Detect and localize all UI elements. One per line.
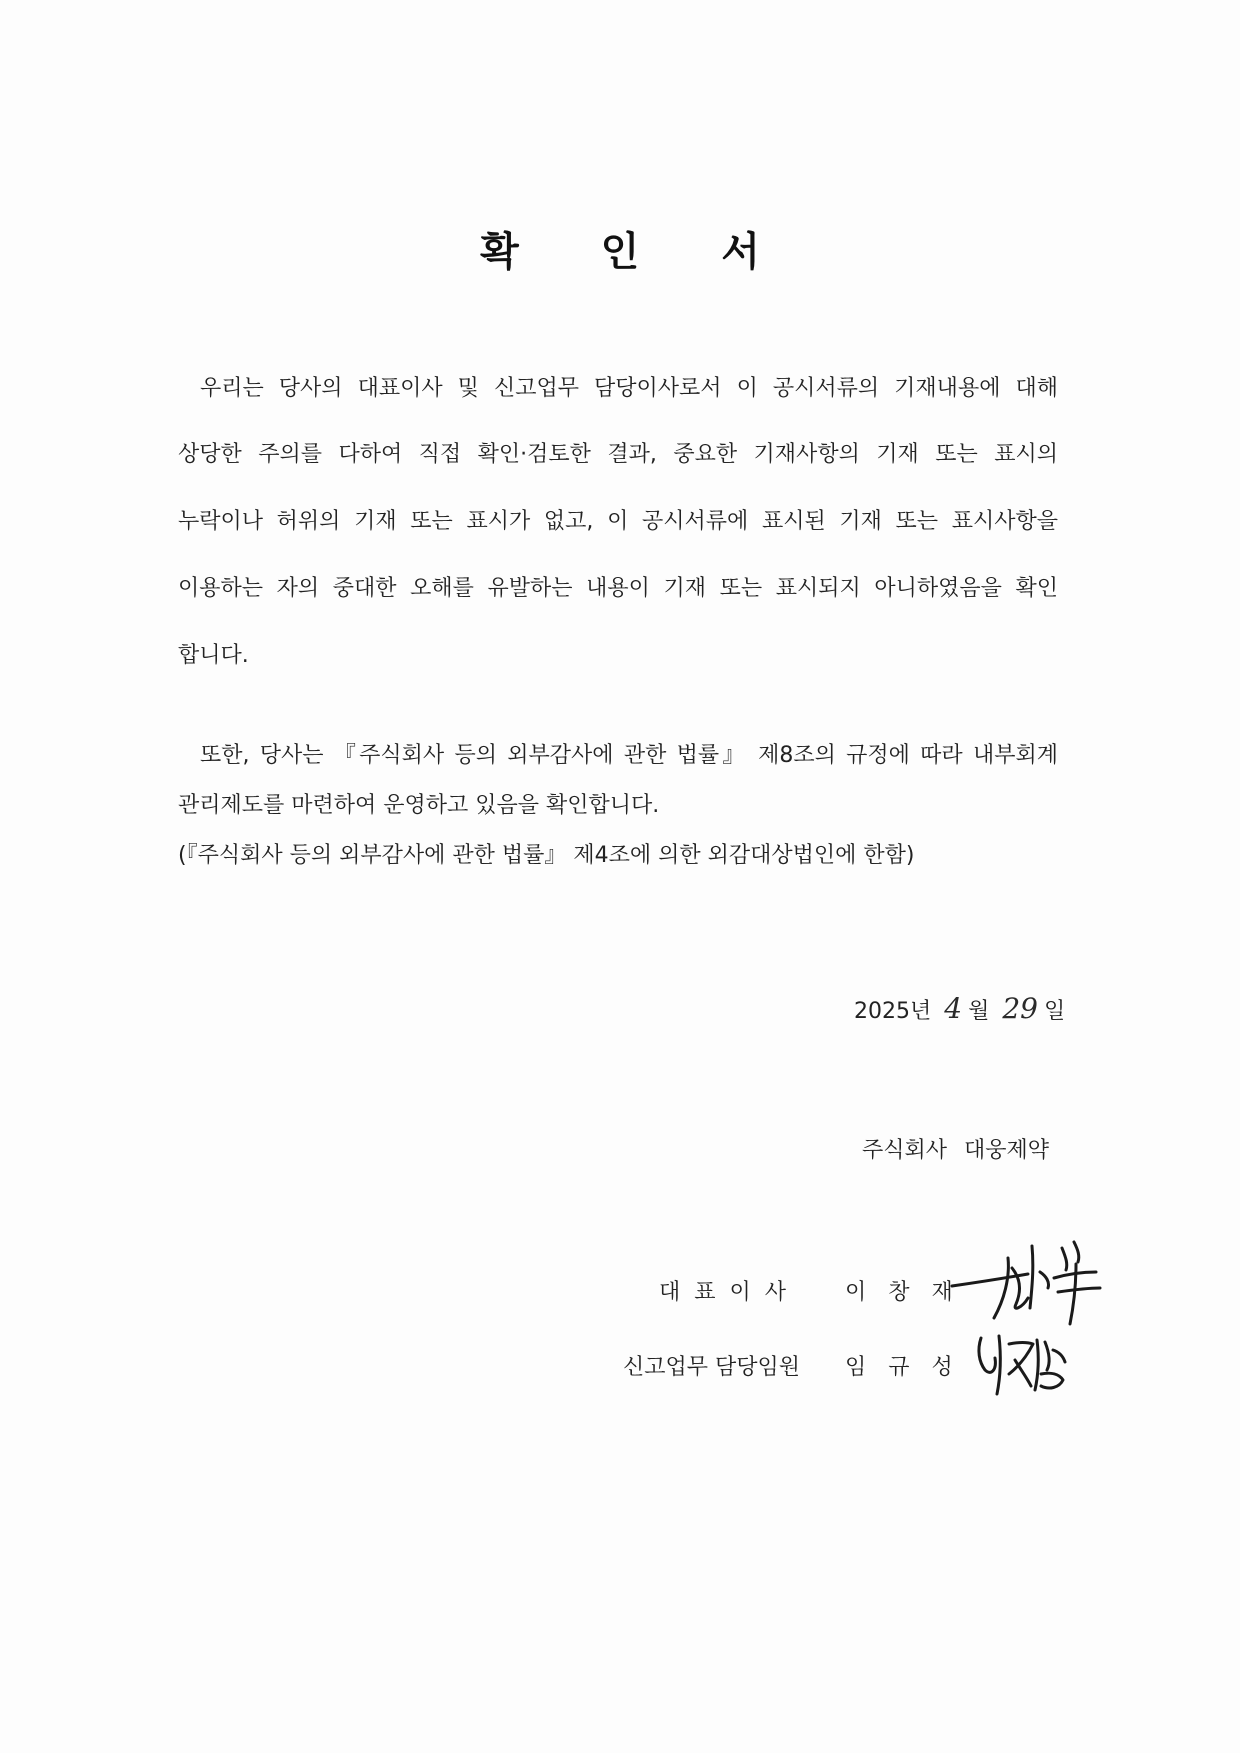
date-day-handwritten: 29 [1002, 992, 1038, 1025]
paragraph-note: (『주식회사 등의 외부감사에 관한 법률』 제4조에 의한 외감대상법인에 한함) [178, 843, 915, 868]
date-month-unit: 월 [968, 999, 990, 1024]
officer-signature-icon [975, 1330, 1070, 1400]
signatory-name: 이창재 [845, 1280, 975, 1305]
document-date [854, 992, 1065, 1025]
paragraph-line: 이용하는 자의 중대한 오해를 유발하는 내용이 기재 또는 표시되지 아니하였음을 확인 [178, 576, 1058, 601]
paragraph-line: 또한, 당사는 『주식회사 등의 외부감사에 관한 법률』 제8조의 규정에 따라 내부회계 [200, 743, 1058, 768]
paragraph-line: 합니다. [178, 643, 249, 668]
signatory-name: 임규성 [845, 1355, 975, 1380]
paragraph-line: 누락이나 허위의 기재 또는 표시가 없고, 이 공시서류에 표시된 기재 또는 표시사항을 [178, 509, 1058, 534]
paragraph-line: 상당한 주의를 다하여 직접 확인·검토한 결과, 중요한 기재사항의 기재 또는 표시의 [178, 442, 1058, 467]
paragraph-line: 우리는 당사의 대표이사 및 신고업무 담당이사로서 이 공시서류의 기재내용에 대해 [200, 376, 1058, 401]
date-month-handwritten: 4 [944, 992, 963, 1025]
signatory-role: 대표이사 [658, 1280, 800, 1305]
document-title: 확 인 서 [480, 229, 794, 275]
company-name: 주식회사 대웅제약 [862, 1138, 1050, 1163]
signatory-role: 신고업무 담당임원 [622, 1355, 800, 1380]
ceo-signature-icon [950, 1238, 1120, 1328]
date-year: 2025년 [854, 999, 932, 1024]
date-day-unit: 일 [1043, 999, 1066, 1024]
paragraph-line: 관리제도를 마련하여 운영하고 있음을 확인합니다. [178, 793, 660, 818]
